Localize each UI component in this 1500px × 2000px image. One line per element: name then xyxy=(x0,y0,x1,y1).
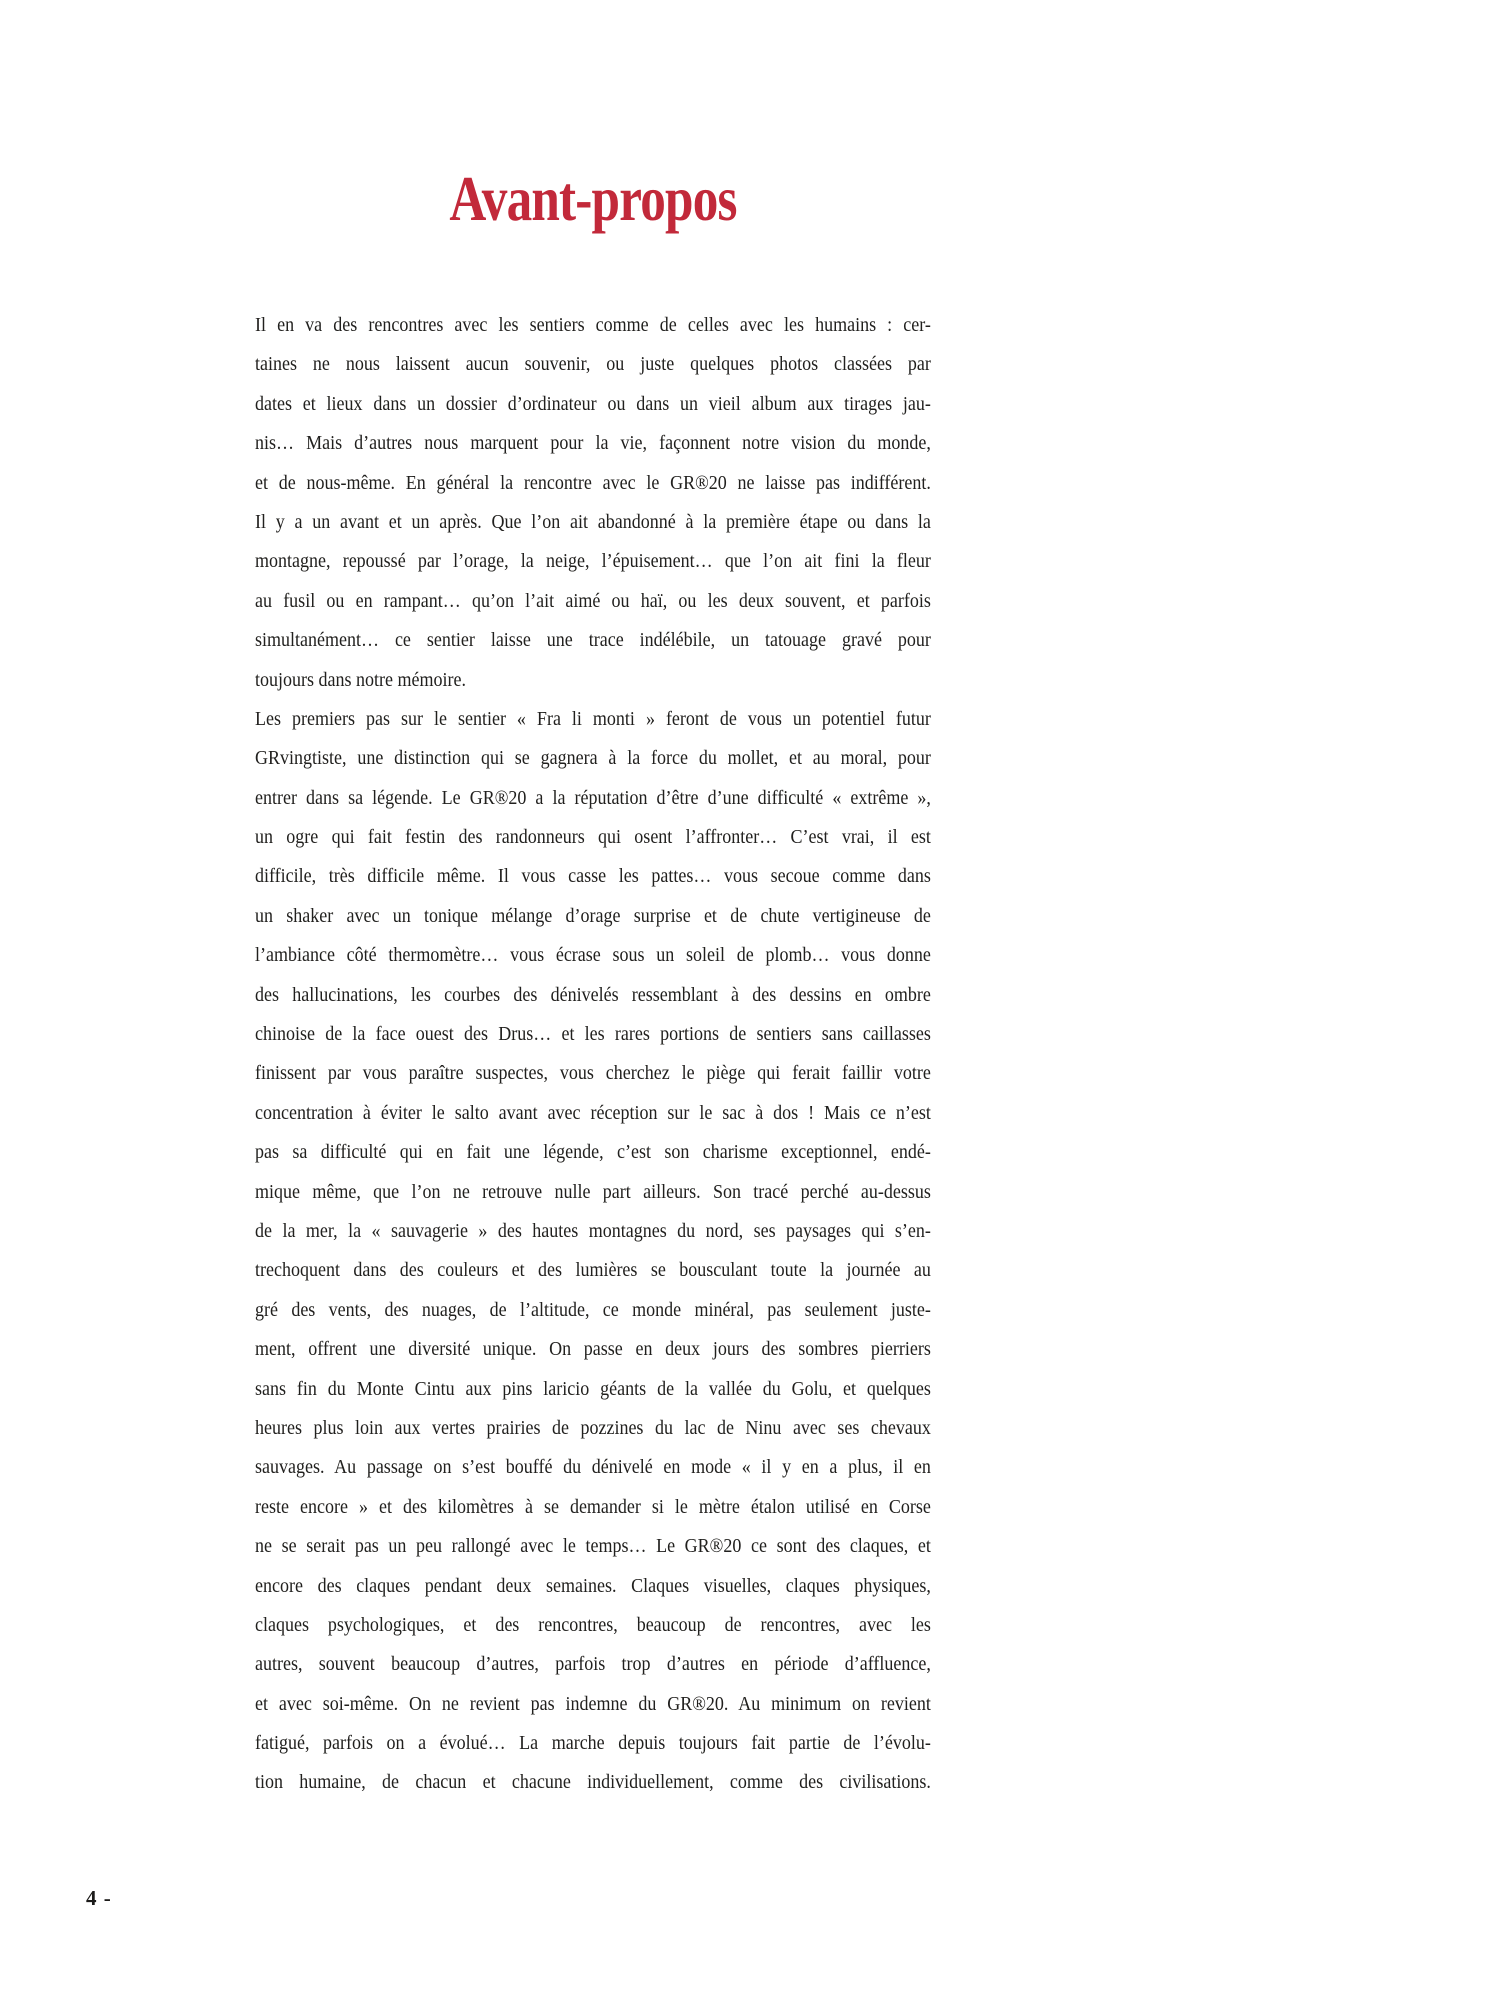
text-line: ne se serait pas un peu rallongé avec le temps… Le GR®20 ce sont des claques, et xyxy=(255,1535,931,1558)
text-line: au fusil ou en rampant… qu’on l’ait aimé ou haï, ou les deux souvent, et parfois xyxy=(255,589,931,612)
text-line: des hallucinations, les courbes des dénivelés ressemblant à des dessins en ombre xyxy=(255,983,931,1006)
text-line: reste encore » et des kilomètres à se demander si le mètre étalon utilisé en Corse xyxy=(255,1495,931,1518)
text-line: nis… Mais d’autres nous marquent pour la vie, façonnent notre vision du monde, xyxy=(255,432,931,455)
text-line: gré des vents, des nuages, de l’altitude, ce monde minéral, pas seulement juste- xyxy=(255,1298,931,1321)
text-line: fatigué, parfois on a évolué… La marche depuis toujours fait partie de l’évolu- xyxy=(255,1732,931,1755)
text-line: GRvingtiste, une distinction qui se gagnera à la force du mollet, et au moral, pour xyxy=(255,747,931,770)
text-line: claques psychologiques, et des rencontres, beaucoup de rencontres, avec les xyxy=(255,1613,931,1636)
text-line: taines ne nous laissent aucun souvenir, ou juste quelques photos classées par xyxy=(255,353,931,376)
text-line: sans fin du Monte Cintu aux pins laricio géants de la vallée du Golu, et quelques xyxy=(255,1377,931,1400)
text-line: l’ambiance côté thermomètre… vous écrase sous un soleil de plomb… vous donne xyxy=(255,944,931,967)
text-line: un ogre qui fait festin des randonneurs qui osent l’affronter… C’est vrai, il est xyxy=(255,826,931,849)
text-line: simultanément… ce sentier laisse une trace indélébile, un tatouage gravé pour xyxy=(255,629,931,652)
text-line: concentration à éviter le salto avant avec réception sur le sac à dos ! Mais ce n’est xyxy=(255,1101,931,1124)
page-number: 4 - xyxy=(86,1886,112,1910)
text-line: encore des claques pendant deux semaines. Claques visuelles, claques physiques, xyxy=(255,1574,931,1597)
text-line: Il y a un avant et un après. Que l’on ait abandonné à la première étape ou dans la xyxy=(255,510,931,533)
body-text xyxy=(255,306,931,1803)
page-title: Avant-propos xyxy=(449,163,737,234)
text-line: trechoquent dans des couleurs et des lumières se bousculant toute la journée au xyxy=(255,1259,931,1282)
text-line: de la mer, la « sauvagerie » des hautes montagnes du nord, ses paysages qui s’en- xyxy=(255,1219,931,1242)
text-line: pas sa difficulté qui en fait une légende, c’est son charisme exceptionnel, endé- xyxy=(255,1141,931,1164)
text-line: ment, offrent une diversité unique. On passe en deux jours des sombres pierriers xyxy=(255,1338,931,1361)
text-line: et de nous-même. En général la rencontre avec le GR®20 ne laisse pas indifférent. xyxy=(255,471,931,494)
text-line: un shaker avec un tonique mélange d’orage surprise et de chute vertigineuse de xyxy=(255,904,931,927)
text-line: Il en va des rencontres avec les sentiers comme de celles avec les humains : cer- xyxy=(255,314,931,336)
text-line: difficile, très difficile même. Il vous casse les pattes… vous secoue comme dans xyxy=(255,865,931,888)
text-line: chinoise de la face ouest des Drus… et les rares portions de sentiers sans caillasses xyxy=(255,1023,931,1046)
text-line: et avec soi-même. On ne revient pas indemne du GR®20. Au minimum on revient xyxy=(255,1692,931,1715)
text-line: Les premiers pas sur le sentier « Fra li monti » feront de vous un potentiel futur xyxy=(255,707,931,730)
text-line: heures plus loin aux vertes prairies de pozzines du lac de Ninu avec ses chevaux xyxy=(255,1416,931,1439)
text-line: dates et lieux dans un dossier d’ordinateur ou dans un vieil album aux tirages jau- xyxy=(255,392,931,415)
text-line: toujours dans notre mémoire. xyxy=(255,668,466,691)
text-line: montagne, repoussé par l’orage, la neige, l’épuisement… que l’on ait fini la fleur xyxy=(255,550,931,573)
text-line: sauvages. Au passage on s’est bouffé du dénivelé en mode « il y en a plus, il en xyxy=(255,1456,931,1479)
text-line: tion humaine, de chacun et chacune individuellement, comme des civilisations. xyxy=(255,1771,931,1794)
text-line: entrer dans sa légende. Le GR®20 a la réputation d’être d’une difficulté « extrême », xyxy=(255,786,931,809)
text-line: mique même, que l’on ne retrouve nulle part ailleurs. Son tracé perché au-dessus xyxy=(255,1180,931,1203)
text-line: autres, souvent beaucoup d’autres, parfois trop d’autres en période d’affluence, xyxy=(255,1653,931,1676)
text-line: finissent par vous paraître suspectes, vous cherchez le piège qui ferait faillir votre xyxy=(255,1062,931,1085)
